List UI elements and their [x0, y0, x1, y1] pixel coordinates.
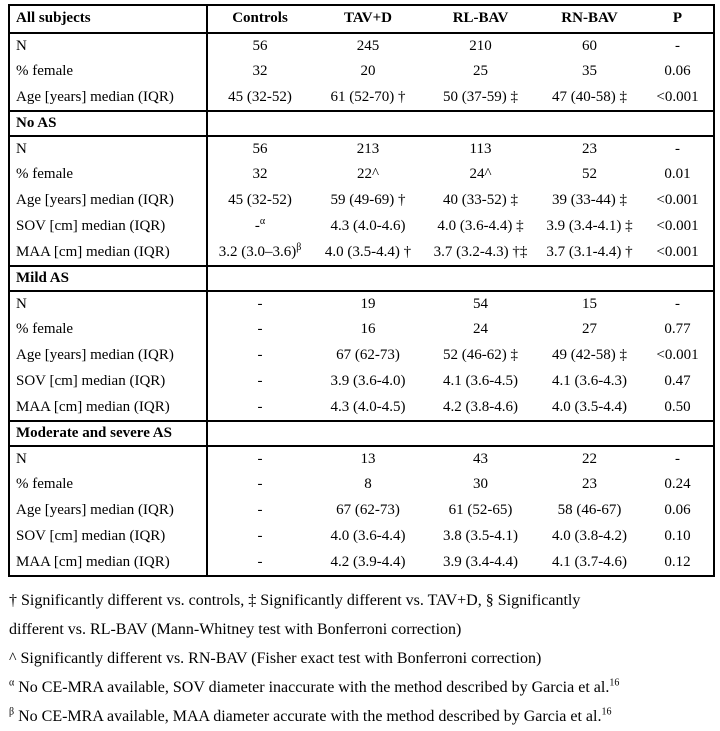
footnote-line: $^\beta$ No CE-MRA available, MAA diameter accurate with the method described by Garcia et al.$^{16}$	[9, 706, 612, 725]
data-cell: 4.0 (3.8-4.2)	[552, 528, 627, 545]
data-cell: <0.001	[656, 88, 699, 105]
data-cell: 4.0 (3.5-4.4)	[552, 398, 627, 415]
data-cell: 61 (52-70) †	[330, 88, 406, 105]
section-label: Moderate and severe AS	[9, 421, 207, 446]
footnotes	[8, 586, 713, 731]
data-cell: 245	[356, 37, 380, 54]
row-label: SOV [cm] median (IQR)	[9, 524, 207, 550]
row-label: Age [years] median (IQR)	[9, 85, 207, 111]
row-label: MAA [cm] median (IQR)	[9, 550, 207, 576]
data-cell: 40 (33-52) ‡	[443, 192, 518, 209]
table-row	[9, 446, 714, 472]
data-cell: <0.001	[656, 243, 699, 260]
data-cell: 22^	[356, 166, 380, 183]
data-cell: 58 (46-67)	[557, 502, 622, 519]
data-cell: 3.9 (3.4-4.4)	[443, 553, 518, 570]
data-cell: <0.001	[656, 218, 699, 235]
section-empty-cell	[207, 266, 714, 291]
data-cell: -	[257, 295, 263, 312]
row-label: SOV [cm] median (IQR)	[9, 369, 207, 395]
table-row	[9, 524, 714, 550]
data-cell: -	[675, 37, 680, 54]
superscript: β	[296, 241, 302, 253]
data-cell: 56	[252, 140, 268, 157]
header-rn-bav: RN-BAV	[537, 5, 642, 33]
data-cell: <0.001	[656, 192, 699, 209]
data-cell: -	[257, 450, 263, 467]
row-label: N	[9, 33, 207, 59]
header-controls: Controls	[207, 5, 312, 33]
row-label: % female	[9, 317, 207, 343]
table-row	[9, 395, 714, 421]
data-cell: 24^	[469, 166, 492, 183]
data-cell: 4.2 (3.8-4.6)	[443, 398, 518, 415]
data-cell: 0.10	[664, 528, 691, 545]
data-cell: 15	[582, 295, 597, 312]
row-label: Age [years] median (IQR)	[9, 498, 207, 524]
table-header-row	[9, 5, 714, 33]
table-row	[9, 550, 714, 576]
data-cell: 30	[473, 476, 488, 493]
data-cell: 8	[364, 476, 372, 493]
data-cell: -	[257, 528, 263, 545]
data-cell: 0.50	[664, 398, 691, 415]
footnote-line: † Significantly different vs. controls, ‡ Significantly different vs. TAV+D, § Significantly	[9, 592, 581, 609]
section-label: Mild AS	[9, 266, 207, 291]
data-cell: 60	[582, 37, 597, 54]
table-row	[9, 33, 714, 59]
data-cell: 47 (40-58) ‡	[552, 88, 627, 105]
data-cell: 43	[473, 450, 488, 467]
data-cell: -	[257, 553, 263, 570]
table-row	[9, 472, 714, 498]
superscript: α	[259, 216, 266, 228]
table-row	[9, 188, 714, 214]
data-cell: 0.06	[664, 502, 691, 519]
data-cell: 39 (33-44) ‡	[552, 192, 627, 209]
data-cell: 4.3 (4.0-4.5)	[330, 398, 406, 415]
data-cell: 3.8 (3.5-4.1)	[443, 528, 518, 545]
data-cell: 32	[252, 166, 268, 183]
data-cell: 213	[356, 140, 380, 157]
row-label: Age [years] median (IQR)	[9, 188, 207, 214]
data-cell: 16	[360, 321, 376, 338]
data-cell: 56	[252, 37, 268, 54]
data-cell: 4.0 (3.6-4.4)	[330, 528, 406, 545]
data-cell: 45 (32-52)	[228, 88, 292, 105]
table-row	[9, 291, 714, 317]
header-all-subjects: All subjects	[9, 5, 207, 33]
data-cell: 4.0 (3.6-4.4) ‡	[437, 218, 524, 235]
table-row	[9, 162, 714, 188]
header-p-value: P	[642, 5, 714, 33]
section-empty-cell	[207, 421, 714, 446]
data-cell: 0.12	[664, 553, 691, 570]
data-cell: 210	[469, 37, 492, 54]
data-cell: -	[257, 373, 263, 390]
section-row	[9, 111, 714, 136]
data-cell: 35	[582, 63, 597, 80]
data-cell: -	[257, 321, 263, 338]
header-rl-bav: RL-BAV	[424, 5, 537, 33]
data-cell: 4.1 (3.7-4.6)	[552, 553, 627, 570]
data-cell: 0.77	[664, 321, 691, 338]
data-cell: -	[257, 347, 263, 364]
row-label: N	[9, 136, 207, 162]
data-cell: 22	[582, 450, 597, 467]
data-cell: 4.1 (3.6-4.5)	[443, 373, 518, 390]
row-label: % female	[9, 472, 207, 498]
data-cell: 0.24	[664, 476, 691, 493]
table-row	[9, 369, 714, 395]
data-cell: 4.3 (4.0-4.6)	[330, 218, 406, 235]
data-cell: 0.06	[664, 63, 691, 80]
row-label: N	[9, 446, 207, 472]
row-label: MAA [cm] median (IQR)	[9, 395, 207, 421]
section-row	[9, 421, 714, 446]
data-cell: 67 (62-73)	[336, 502, 400, 519]
data-cell: 3.9 (3.6-4.0)	[330, 373, 406, 390]
data-cell: 20	[360, 63, 376, 80]
header-tav-d: TAV+D	[312, 5, 424, 33]
table-row	[9, 498, 714, 524]
superscript: α	[9, 677, 15, 689]
data-cell: 67 (62-73)	[336, 347, 400, 364]
data-cell: 0.47	[664, 373, 691, 390]
data-cell: 45 (32-52)	[228, 192, 292, 209]
footnote-line: ^ Significantly different vs. RN-BAV (Fisher exact test with Bonferroni correction)	[9, 650, 542, 667]
table-row	[9, 343, 714, 369]
row-label: % female	[9, 59, 207, 85]
data-cell: 61 (52-65)	[448, 502, 513, 519]
data-cell: -	[675, 450, 680, 467]
data-cell: 3.7 (3.1-4.4) †	[546, 243, 633, 260]
data-cell: 50 (37-59) ‡	[443, 88, 518, 105]
data-cell: 4.1 (3.6-4.3)	[552, 373, 627, 390]
data-cell: -	[675, 140, 680, 157]
table-body	[9, 33, 714, 576]
row-label: SOV [cm] median (IQR)	[9, 214, 207, 240]
data-cell: 19	[360, 295, 376, 312]
data-cell: 4.2 (3.9-4.4)	[330, 553, 406, 570]
table-row	[9, 59, 714, 85]
row-label: N	[9, 291, 207, 317]
data-cell: -$^\alpha$	[254, 216, 266, 235]
table-row	[9, 85, 714, 111]
data-cell: -	[257, 502, 263, 519]
data-cell: 0.01	[664, 166, 691, 183]
table-row	[9, 240, 714, 266]
data-cell: 54	[473, 295, 488, 312]
data-cell: -	[257, 398, 263, 415]
data-cell: 4.0 (3.5-4.4) †	[324, 243, 412, 260]
data-cell: 24	[473, 321, 488, 338]
data-cell: 52	[582, 166, 597, 183]
footnote-line: different vs. RL-BAV (Mann-Whitney test with Bonferroni correction)	[9, 621, 462, 638]
data-cell: 13	[360, 450, 376, 467]
data-cell: 49 (42-58) ‡	[552, 347, 627, 364]
table-row	[9, 136, 714, 162]
data-cell: 23	[582, 476, 597, 493]
data-cell: 27	[582, 321, 597, 338]
section-label: No AS	[9, 111, 207, 136]
footnote-line: $^\alpha$ No CE-MRA available, SOV diameter inaccurate with the method described by Garcia et al.$^{16}$	[9, 677, 620, 696]
data-cell: -	[257, 476, 263, 493]
data-cell: 52 (46-62) ‡	[443, 347, 518, 364]
data-cell: 3.2 $(3.0-3.6)^\beta$	[218, 241, 302, 260]
table-row	[9, 317, 714, 343]
table-row	[9, 214, 714, 240]
superscript: 16	[609, 677, 620, 689]
data-cell: 113	[469, 140, 492, 157]
row-label: MAA [cm] median (IQR)	[9, 240, 207, 266]
row-label: % female	[9, 162, 207, 188]
section-empty-cell	[207, 111, 714, 136]
data-cell: 32	[252, 63, 268, 80]
data-cell: 3.9 (3.4-4.1) ‡	[546, 218, 633, 235]
data-cell: 25	[473, 63, 488, 80]
subject-characteristics-table	[8, 4, 715, 577]
data-cell: -	[675, 295, 680, 312]
data-cell: 59 (49-69) †	[330, 192, 406, 209]
row-label: Age [years] median (IQR)	[9, 343, 207, 369]
superscript: β	[9, 706, 15, 718]
data-cell: 3.7 (3.2-4.3) †‡	[433, 243, 528, 260]
data-cell: 23	[582, 140, 597, 157]
section-row	[9, 266, 714, 291]
data-cell: <0.001	[656, 347, 699, 364]
superscript: 16	[601, 706, 612, 718]
